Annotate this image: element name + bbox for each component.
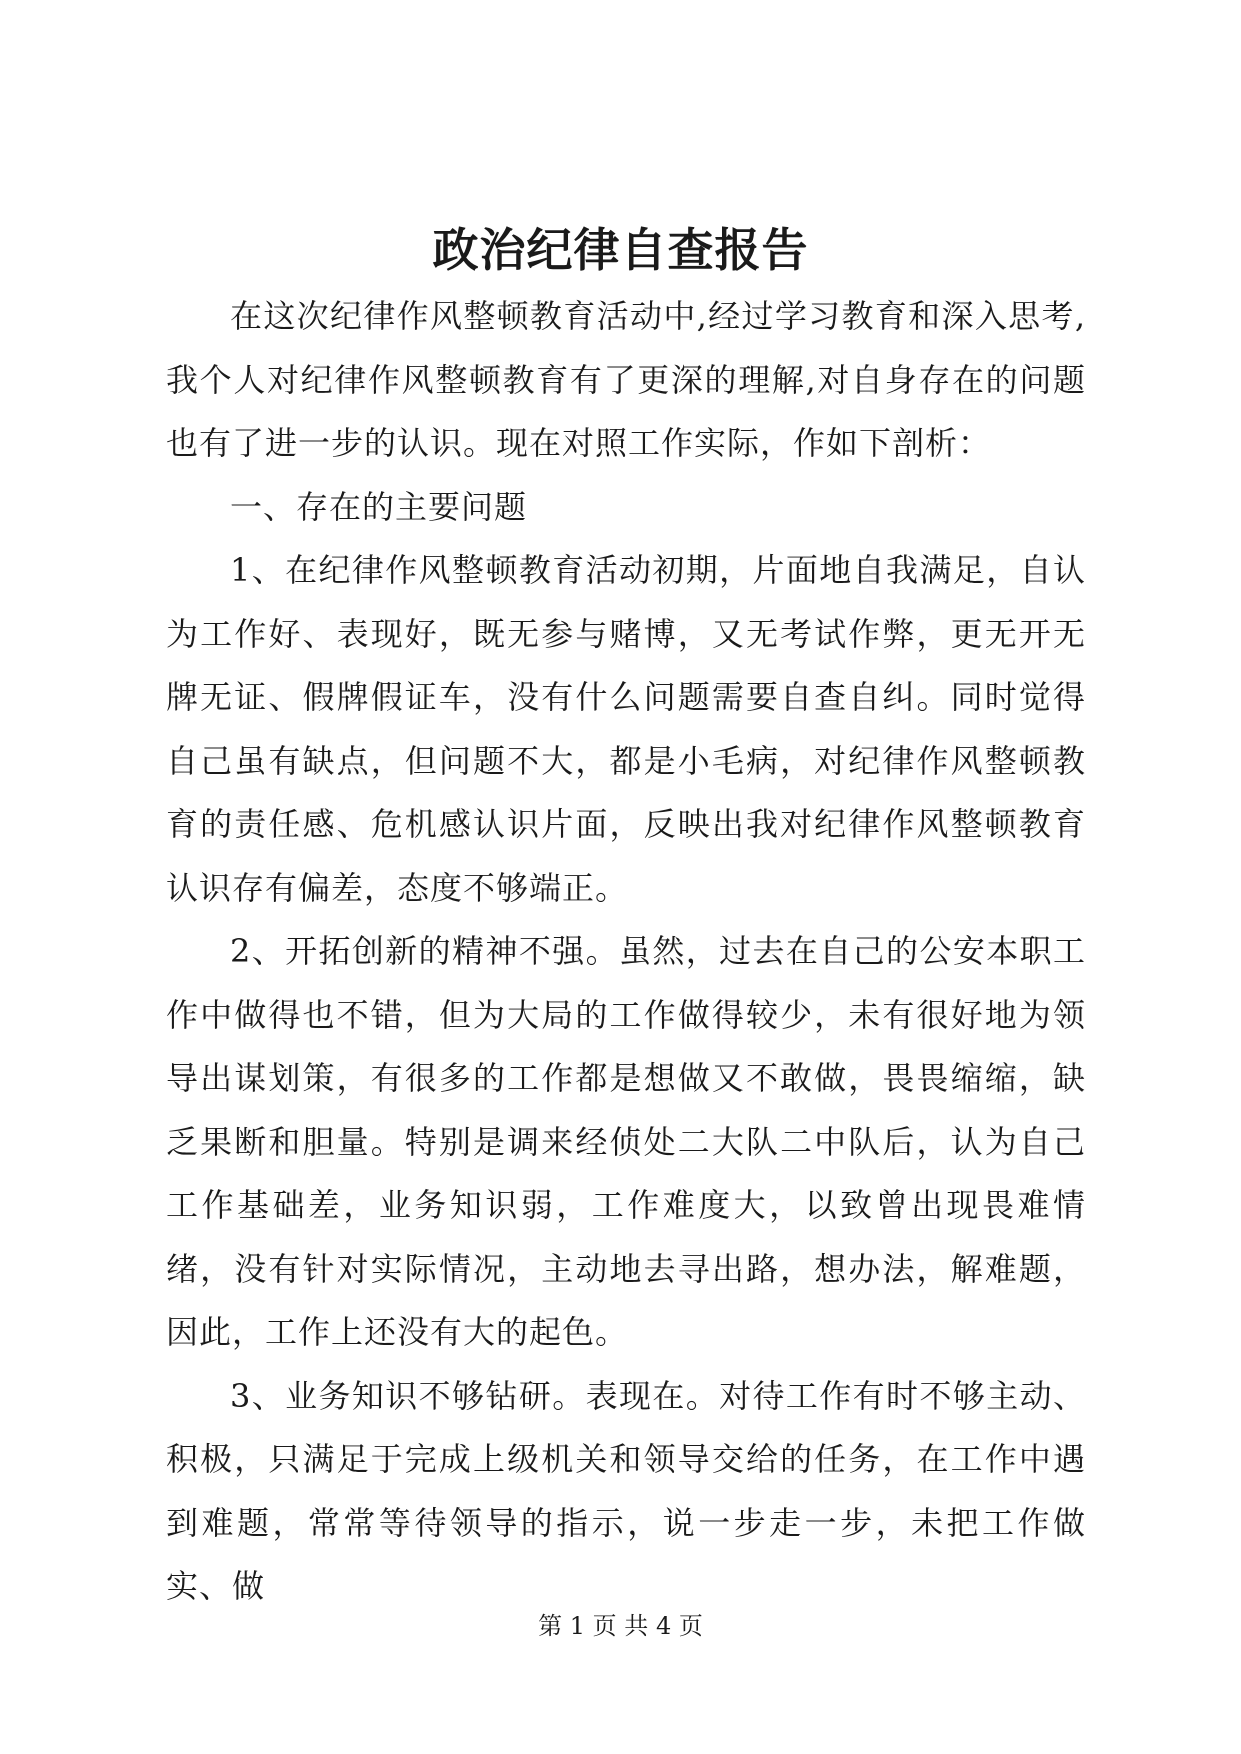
document-title: 政治纪律自查报告 [432, 223, 809, 277]
paragraph-item-3: 3、业务知识不够钻研。表现在。对待工作有时不够主动、积极，只满足于完成上级机关和领导交给的任务，在工作中遇到难题，常常等待领导的指示，说一步走一步，未把工作做实、做 [166, 1376, 1086, 1605]
page-footer: 第 1 页 共 4 页 [538, 1612, 703, 1640]
paragraph-item-1: 1、在纪律作风整顿教育活动初期，片面地自我满足，自认为工作好、表现好，既无参与赌博，又无考试作弊，更无开无牌无证、假牌假证车，没有什么问题需要自查自纠。同时觉得自己虽有缺点，但问题不大，都是小毛病，对纪律作风整顿教育的责任感、危机感认识片面，反映出我对纪律作风整顿教育认识存有偏差，态度不够端正。 [166, 551, 1086, 907]
section-heading: 一、存在的主要问题 [230, 487, 528, 526]
paragraph-item-2: 2、开拓创新的精神不强。虽然，过去在自己的公安本职工作中做得也不错，但为大局的工作做得较少，未有很好地为领导出谋划策，有很多的工作都是想做又不敢做，畏畏缩缩，缺乏果断和胆量。特别是调来经侦处二大队二中队后，认为自己工作基础差，业务知识弱，工作难度大，以致曾出现畏难情绪，没有针对实际情况，主动地去寻出路，想办法，解难题，因此，工作上还没有大的起色。 [166, 932, 1086, 1351]
paragraph-intro: 在这次纪律作风整顿教育活动中,经过学习教育和深入思考,我个人对纪律作风整顿教育有了更深的理解,对自身存在的问题也有了进一步的认识。现在对照工作实际，作如下剖析： [166, 297, 1086, 462]
document-body [166, 285, 1086, 1619]
